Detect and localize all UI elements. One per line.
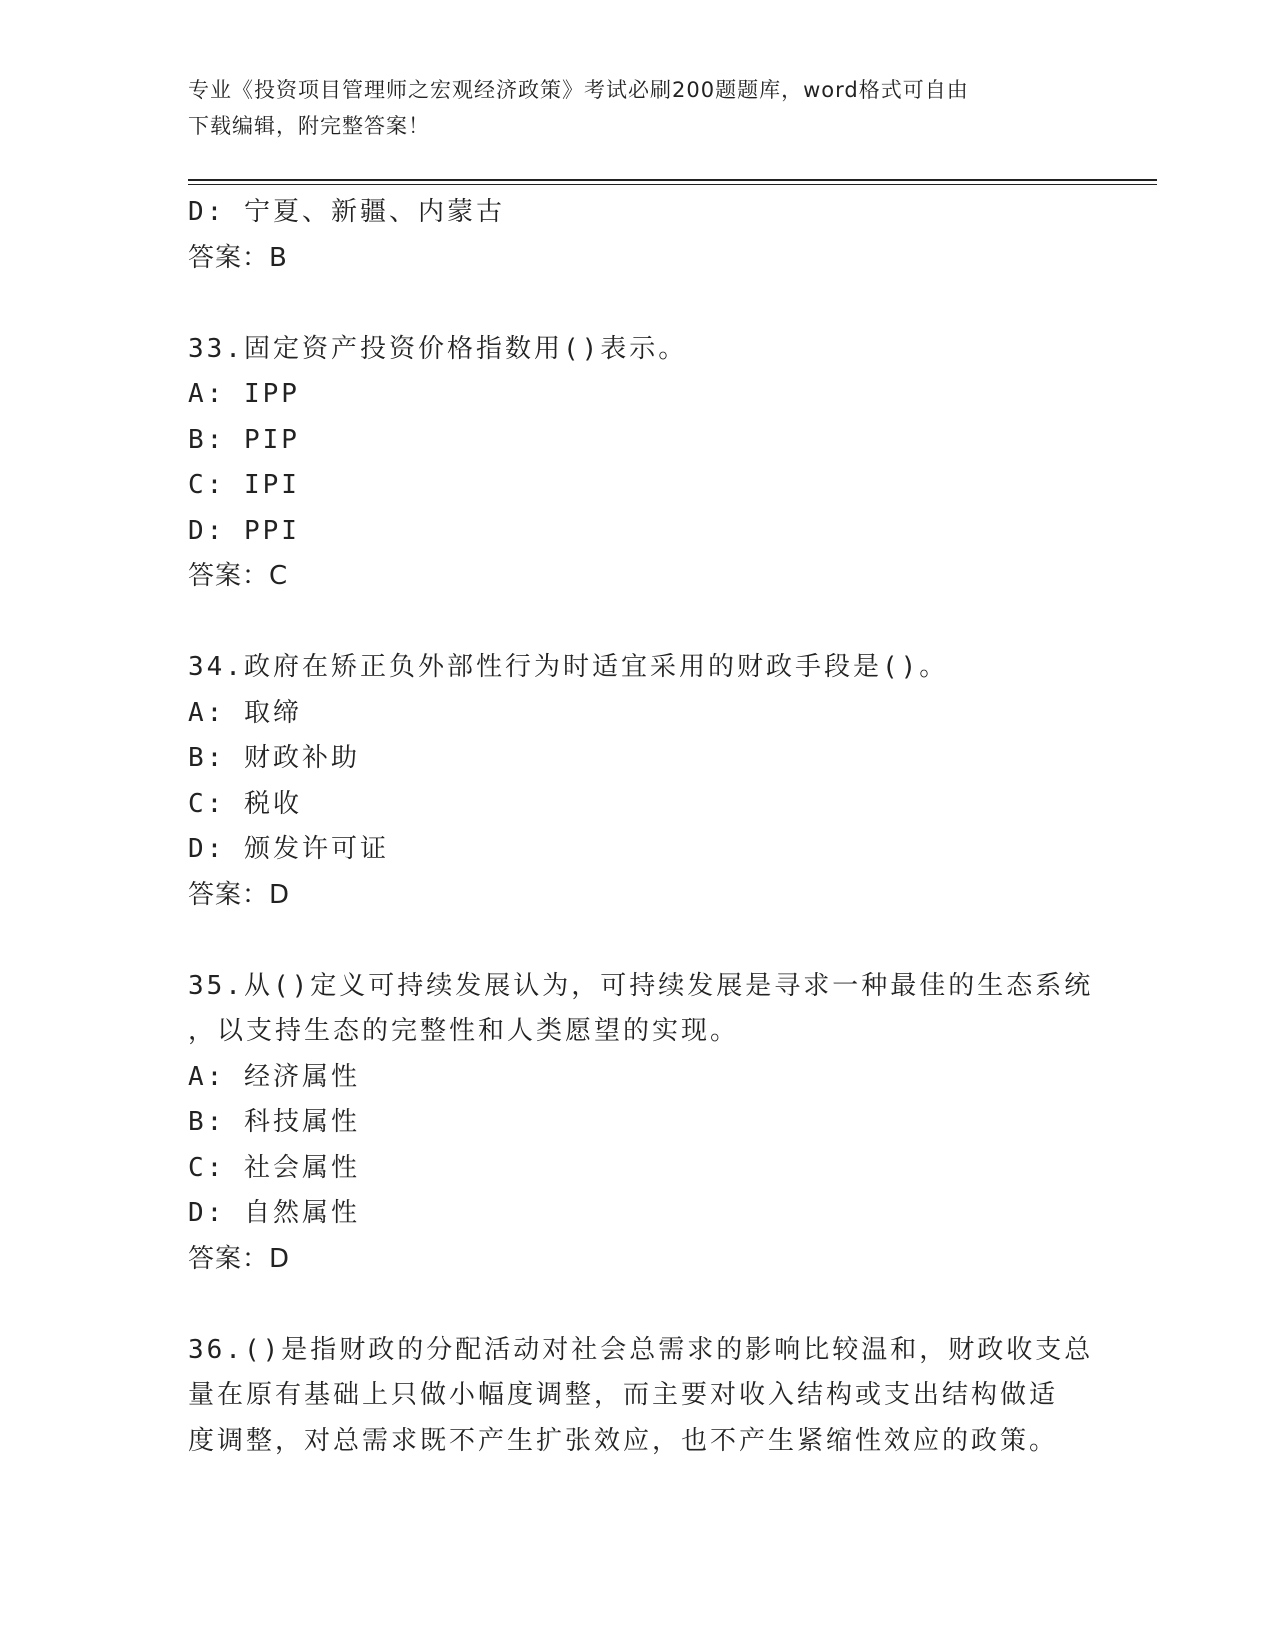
- option-d: D: 宁夏、新疆、内蒙古: [188, 197, 505, 227]
- spacer: [188, 600, 1088, 646]
- question-stem-line-2: 量在原有基础上只做小幅度调整，而主要对收入结构或支出结构做适: [188, 1380, 1059, 1410]
- question-stem: 34.政府在矫正负外部性行为时适宜采用的财政手段是()。: [188, 652, 949, 682]
- header-line-2: 下载编辑，附完整答案！: [188, 114, 430, 138]
- spacer: [188, 281, 1088, 327]
- question-34: [188, 645, 1088, 918]
- option-d: D: PPI: [188, 515, 300, 546]
- header-line-1: 专业《投资项目管理师之宏观经济政策》考试必刷200题题库，word格式可自由: [188, 78, 969, 102]
- spacer: [188, 918, 1088, 964]
- option-c: C: 社会属性: [188, 1152, 360, 1183]
- option-d: D: 自然属性: [188, 1198, 360, 1228]
- option-b: B: 科技属性: [188, 1107, 360, 1137]
- header-divider-thick: [188, 179, 1157, 181]
- question-content: [188, 190, 1094, 1464]
- answer: 答案：D: [188, 1243, 291, 1274]
- document-header: [188, 72, 1088, 144]
- question-stem-line-1: 36.()是指财政的分配活动对社会总需求的影响比较温和，财政收支总: [188, 1334, 1094, 1365]
- option-d: D: 颁发许可证: [188, 834, 389, 864]
- answer: 答案：B: [188, 242, 288, 273]
- option-c: C: 税收: [188, 788, 302, 819]
- option-a: A: 取缔: [188, 697, 302, 728]
- spacer: [188, 1282, 1088, 1328]
- question-33: [188, 327, 1088, 600]
- option-b: B: PIP: [188, 424, 300, 455]
- answer: 答案：C: [188, 561, 289, 591]
- question-35: [188, 964, 1094, 1283]
- question-stem-line-1: 35.从()定义可持续发展认为，可持续发展是寻求一种最佳的生态系统: [188, 970, 1094, 1001]
- option-a: A: IPP: [188, 379, 300, 409]
- option-c: C: IPI: [188, 470, 300, 500]
- answer: 答案：D: [188, 879, 291, 910]
- header-divider-thin: [188, 184, 1157, 185]
- question-stem-line-3: 度调整，对总需求既不产生扩张效应，也不产生紧缩性效应的政策。: [188, 1425, 1059, 1456]
- question-stem-line-2: ，以支持生态的完整性和人类愿望的实现。: [188, 1016, 740, 1046]
- question-36: [188, 1328, 1094, 1465]
- option-b: B: 财政补助: [188, 743, 360, 773]
- question-stem: 33.固定资产投资价格指数用()表示。: [188, 333, 688, 364]
- option-a: A: 经济属性: [188, 1061, 360, 1092]
